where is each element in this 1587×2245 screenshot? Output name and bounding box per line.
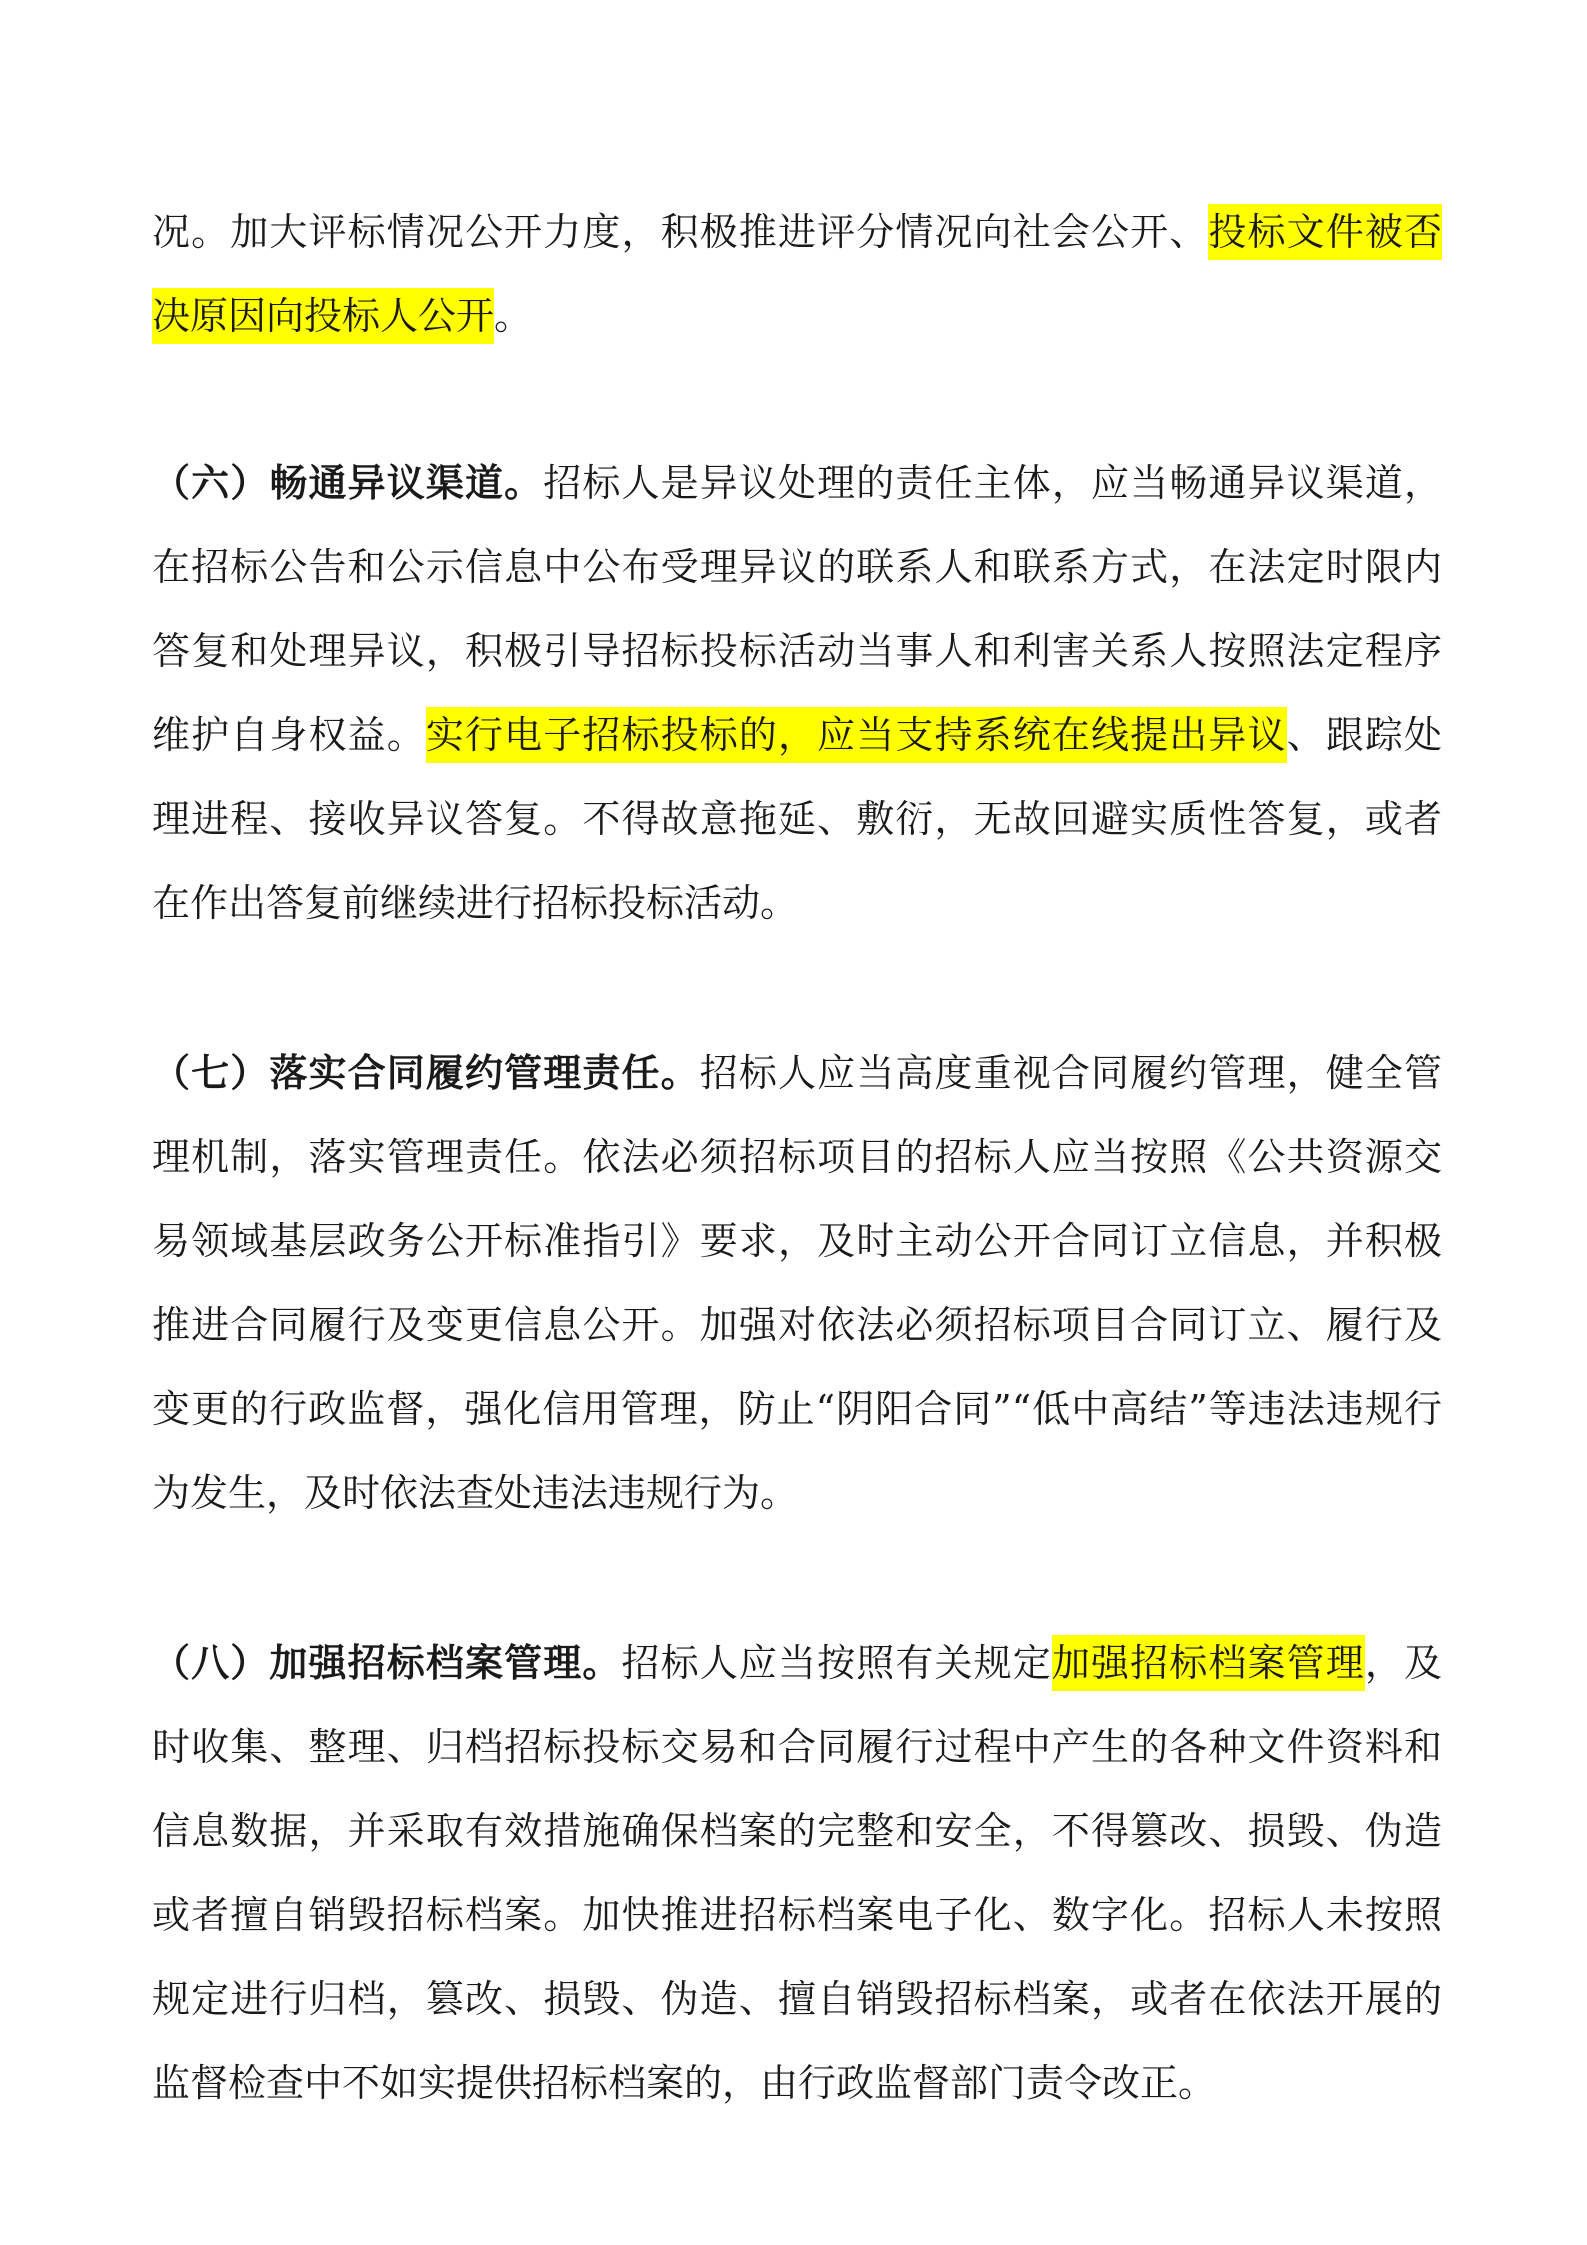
section-heading: （七）落实合同履约管理责任。	[152, 1050, 700, 1095]
paragraph-contract-management	[152, 1031, 1442, 1535]
paragraph-text: 招标人是异议处理的责任主体，应当畅通异议渠道，在招标公告和公示信息中公布受理异议的联系人和联系方式，在法定时限内答复和处理异议，积极引导招标投标活动当事人和利害关系人按照法定程序维护自身权益。	[152, 461, 1442, 757]
highlighted-text: 投标文件被否决原因向投标人公开	[152, 204, 1442, 344]
paragraph-text: 招标人应当按照有关规定	[621, 1641, 1052, 1685]
section-heading: （六）畅通异议渠道。	[152, 460, 544, 505]
paragraph-objection-channel	[152, 441, 1442, 945]
highlighted-text: 实行电子招标投标的，应当支持系统在线提出异议	[426, 707, 1287, 763]
document-page	[152, 190, 1442, 2125]
paragraph-text: 况。加大评标情况公开力度，积极推进评分情况向社会公开、	[152, 210, 1209, 254]
highlighted-text: 加强招标档案管理	[1052, 1635, 1365, 1691]
section-heading: （八）加强招标档案管理。	[152, 1640, 622, 1685]
paragraph-text: ，及时收集、整理、归档招标投标交易和合同履行过程中产生的各种文件资料和信息数据，并采取有效措施确保档案的完整和安全，不得篡改、损毁、伪造或者擅自销毁招标档案。加快推进招标档案电子化、数字化。招标人未按照规定进行归档，篡改、损毁、伪造、擅自销毁招标档案，或者在依法开展的监督检查中不如实提供招标档案的，由行政监督部门责令改正。	[152, 1641, 1442, 2105]
paragraph-text: 、跟踪处理进程、接收异议答复。不得故意拖延、敷衍，无故回避实质性答复，或者在作出答复前继续进行招标投标活动。	[152, 713, 1442, 925]
paragraph-text: 。	[494, 294, 533, 338]
paragraph-evaluation-disclosure	[152, 190, 1442, 358]
paragraph-text: 招标人应当高度重视合同履约管理，健全管理机制，落实管理责任。依法必须招标项目的招标人应当按照《公共资源交易领域基层政务公开标准指引》要求，及时主动公开合同订立信息，并积极推进合同履行及变更信息公开。加强对依法必须招标项目合同订立、履行及变更的行政监督，强化信用管理，防止“阴阳合同”“低中高结”等违法违规行为发生，及时依法查处违法违规行为。	[152, 1051, 1442, 1515]
paragraph-archive-management	[152, 1621, 1442, 2125]
